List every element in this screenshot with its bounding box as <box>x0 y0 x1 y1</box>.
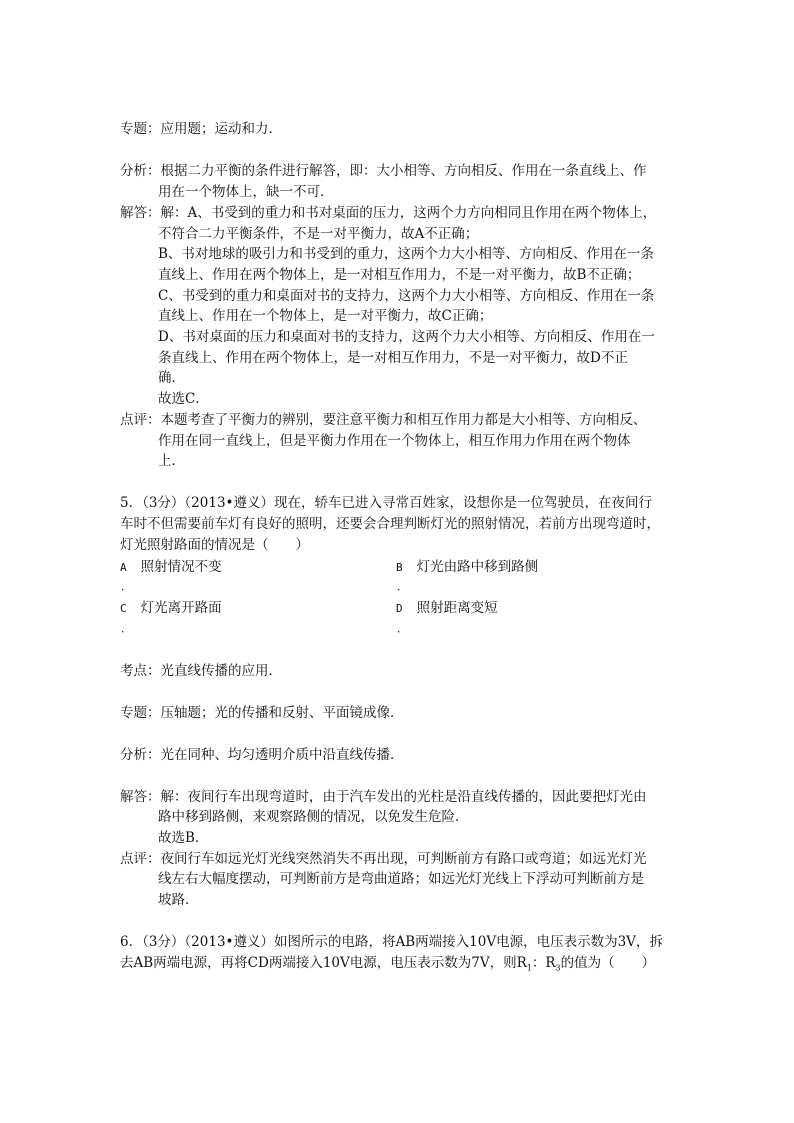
comment-line: 上． <box>158 453 185 469</box>
option-text: 灯光离开路面 <box>140 600 222 616</box>
solution-line: B、书对地球的吸引力和书受到的重力，这两个力大小相等、方向相反、作用在一条 <box>158 246 654 262</box>
question-6-stem <box>120 953 655 973</box>
option-dot: ． <box>121 622 132 635</box>
option-c <box>120 598 222 619</box>
option-dot: ． <box>121 580 132 593</box>
solution-line: D、书对桌面的压力和桌面对书的支持力，这两个力大小相等、方向相反、作用在一 <box>158 329 655 345</box>
comment-line: 点评：本题考查了平衡力的辨别，要注意平衡力和相互作用力都是大小相等、方向相反、 <box>120 412 647 428</box>
solution-line: 条直线上、作用在两个物体上，是一对相互作用力，不是一对平衡力，故D不正 <box>158 350 628 366</box>
solution-line: 直线上、作用在两个物体上，是一对相互作用力，不是一对平衡力，故B不正确； <box>158 267 641 283</box>
ratio-separator: ：R <box>531 955 556 971</box>
question-6-stem: 6．（3分）（2013•遵义）如图所示的电路，将AB两端接入10V电源，电压表示数为3V，拆 <box>120 934 663 950</box>
subscript: 3 <box>555 963 561 973</box>
option-text: 灯光由路中移到路侧 <box>416 559 539 575</box>
option-a <box>120 557 222 578</box>
analysis-line: 分析：根据二力平衡的条件进行解答，即：大小相等、方向相反、作用在一条直线上、作 <box>120 163 647 179</box>
solution-line: C、书受到的重力和桌面对书的支持力，这两个力大小相等、方向相反、作用在一条 <box>158 288 655 304</box>
comment-line: 线左右大幅度摆动，可判断前方是弯曲道路；如远光灯光线上下浮动可判断前方是 <box>158 871 644 887</box>
analysis-line: 分析：光在同种、均匀透明介质中沿直线传播． <box>120 747 404 763</box>
option-letter: B <box>396 561 403 574</box>
option-dot: ． <box>397 580 408 593</box>
question-5-stem: 车时不但需要前车灯有良好的照明，还要会合理判断灯光的照射情况，若前方出现弯道时， <box>120 516 660 532</box>
solution-line: 故选C． <box>158 391 209 407</box>
option-text: 照射距离变短 <box>416 600 498 616</box>
subscript: 1 <box>526 963 532 973</box>
question-5-stem: 5．（3分）（2013•遵义）现在，轿车已进入寻常百姓家，设想你是一位驾驶员，在夜间行 <box>120 495 652 511</box>
option-d <box>396 598 498 619</box>
solution-line: 故选B． <box>158 830 209 846</box>
question-6-text: 的值为（ ） <box>560 955 656 971</box>
topic-line: 专题：压轴题；光的传播和反射、平面镜成像． <box>120 705 404 721</box>
question-5-stem: 灯光照射路面的情况是（ ） <box>120 537 309 553</box>
option-letter: A <box>120 561 127 574</box>
option-letter: D <box>396 602 403 615</box>
solution-line: 确． <box>158 370 185 386</box>
solution-line: 解答：解：夜间行车出现弯道时，由于汽车发出的光柱是沿直线传播的，因此要把灯光由 <box>120 789 647 805</box>
option-b <box>396 557 538 578</box>
point-line: 考点：光直线传播的应用． <box>120 663 282 679</box>
option-letter: C <box>120 602 127 615</box>
comment-line: 作用在同一直线上，但是平衡力作用在一个物体上，相互作用力作用在两个物体 <box>158 433 631 449</box>
topic-line: 专题：应用题；运动和力． <box>120 121 282 137</box>
option-text: 照射情况不变 <box>140 559 222 575</box>
solution-line: 路中移到路侧，来观察路侧的情况，以免发生危险． <box>158 809 469 825</box>
comment-line: 点评：夜间行车如远光灯光线突然消失不再出现，可判断前方有路口或弯道；如远光灯光 <box>120 851 647 867</box>
solution-line: 不符合二力平衡条件，不是一对平衡力，故A不正确； <box>158 226 479 242</box>
question-6-text: 去AB两端电源，再将CD两端接入10V电源，电压表示数为7V，则R <box>120 955 527 971</box>
analysis-line: 用在一个物体上，缺一不可． <box>158 184 334 200</box>
solution-line: 解答：解：A、书受到的重力和书对桌面的压力，这两个力方向相同且作用在两个物体上， <box>120 205 657 221</box>
option-dot: ． <box>397 622 408 635</box>
solution-line: 直线上、作用在一个物体上，是一对平衡力，故C正确； <box>158 308 493 324</box>
comment-line: 坡路． <box>158 892 199 908</box>
